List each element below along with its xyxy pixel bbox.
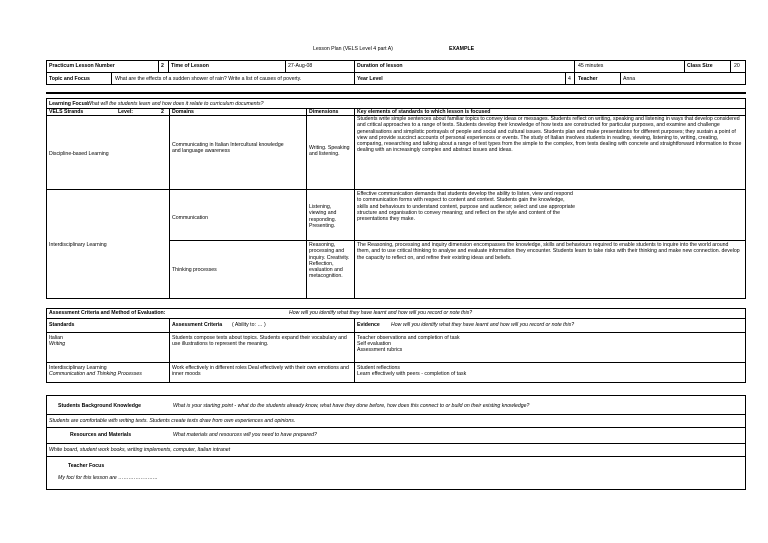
key-elements-communication: Effective communication demands that students develop the ability to listen, view and respond to communication forms with respect to content and context. Students gain the knowledge, skills and behaviours to understand content, purpose and audience; select and use appropriate structure and organisation to convey meaning; and reflect on the style and content of the presentations they make.: [357, 191, 576, 223]
domain-communication: Communication: [172, 215, 209, 221]
domains-header: Domains: [172, 109, 194, 115]
evidence-header-note: How will you identify what they have learnt and how will you record or note this?: [391, 322, 575, 328]
evidence-interdisciplinary-line-1: Student reflections: [357, 365, 400, 371]
teacher-focus-answer: My foci for this lesson are …………………..: [58, 475, 158, 481]
strands-header: VELS Strands: [49, 109, 84, 115]
dimension-listening: Listening, viewing and responding. Presenting.: [309, 204, 337, 229]
background-answer: Students are comfortable with writing texts. Students create texts draw from own experiences and opinions.: [49, 418, 296, 424]
dimension-writing: Writing. Speaking and listening.: [309, 145, 350, 158]
year-label: Year Level: [357, 76, 383, 82]
teacher-value: Anna: [623, 76, 636, 82]
standard-interdisciplinary: Interdisciplinary Learning: [49, 365, 107, 371]
resources-question: What materials and resources will you need to have prepared?: [173, 432, 317, 438]
criteria-header: Assessment Criteria: [172, 322, 223, 328]
background-question: What is your starting point - what do the students already know, what have they done before, how does this connect to or build on their existing knowledge?: [173, 403, 530, 409]
practicum-label: Practicum Lesson Number: [49, 63, 115, 69]
level-value: 2: [161, 109, 164, 115]
teacher-label: Teacher: [578, 76, 598, 82]
assessment-question: How will you identify what they have learnt and how will you record or note this?: [289, 310, 473, 316]
resources-label: Resources and Materials: [70, 432, 132, 438]
practicum-value: 2: [161, 63, 164, 69]
topic-value: What are the effects of a sudden shower of rain? Write a list of causes of poverty.: [115, 76, 302, 82]
standards-header: Standards: [49, 322, 75, 328]
class-size-label: Class Size: [687, 63, 713, 69]
strand-interdisciplinary: Interdisciplinary Learning: [49, 242, 107, 248]
criteria-header-note: ( Ability to: … ): [232, 322, 266, 328]
assessment-label: Assessment Criteria and Method of Evaluation:: [49, 310, 166, 316]
year-value: 4: [568, 76, 571, 82]
time-value: 27-Aug-08: [288, 63, 313, 69]
evidence-italian-line-3: Assessment rubrics: [357, 347, 403, 353]
evidence-italian-line-2: Self evaluation: [357, 341, 392, 347]
domain-thinking: Thinking processes: [172, 267, 217, 273]
evidence-interdisciplinary-line-2: Learn effectively with peers - completion of task: [357, 371, 467, 377]
background-label: Students Background Knowledge: [58, 403, 142, 409]
class-size-value: 20: [734, 63, 740, 69]
key-elements-discipline: Students write simple sentences about familiar topics to convey ideas or messages. Students reflect on writing, speaking and listening in ways that develop considered and critical approaches to a range of texts. Students develop their knowledge of how texts are constructed for particular purposes, and examine and challenge generalisations and simplistic portrayals of people and social and cultural issues. Students plan and make presentations for different purposes; they sustain a point of view and provide succinct accounts of personal experiences or events. The study of Italian involves students in reading, viewing, listening to, writing, creating, comparing, researching and talking about a range of text types from the simple to the complex, from texts dealing with concrete and straightforward information to those dealing with an increasingly complex and abstract issues and ideas.: [357, 116, 742, 154]
standard-italian: Italian: [49, 335, 63, 341]
strand-discipline: Discipline-based Learning: [49, 151, 109, 157]
teacher-focus-label: Teacher Focus: [68, 463, 105, 469]
time-label: Time of Lesson: [171, 63, 209, 69]
key-elements-thinking: The Reasoning, processing and inquiry dimension encompasses the knowledge, skills and behaviours required to enable students to inquire into the world around them, and to use critical thinking to analyse and evaluate information they encounter. Students learn to take risks with their thinking and make new connection. develop the capacity to reflect on, and refine their existing ideas and beliefs.: [357, 242, 740, 261]
resources-answer: White board, student work books, writing implements, computer, Italian intranet: [49, 447, 231, 453]
level-header: Level:: [118, 109, 133, 115]
learning-focus-question: What will the students learn and how does it relate to curriculum documents?: [87, 101, 264, 107]
domain-communicating-italian: Communicating in Italian Intercultural knowledge and language awareness: [172, 142, 284, 155]
example-label: EXAMPLE: [449, 46, 475, 52]
criteria-italian: Students compose texts about topics. Students expand their vocabulary and use illustrations to represent the meaning.: [172, 335, 347, 348]
document-title: Lesson Plan (VELS Level 4 part A): [313, 46, 393, 52]
evidence-italian-line-1: Teacher observations and completion of task: [357, 335, 460, 341]
key-elements-header: Key elements of standards to which lesson is focused: [357, 109, 491, 115]
dimensions-header: Dimensions: [309, 109, 339, 115]
topic-label: Topic and Focus: [49, 76, 90, 82]
duration-label: Duration of lesson: [357, 63, 403, 69]
standard-interdisciplinary-sub: Communication and Thinking Processes: [49, 371, 142, 377]
dimension-reasoning: Reasoning, processing and inquiry. Creativity. Reflection, evaluation and metacognition.: [309, 242, 350, 280]
duration-value: 45 minutes: [578, 63, 604, 69]
learning-focus-label: Learning Focus:: [49, 101, 90, 107]
standard-italian-sub: Writing: [49, 341, 66, 347]
criteria-interdisciplinary: Work effectively in different roles Deal effectively with their own emotions and inner moods: [172, 365, 349, 378]
evidence-header: Evidence: [357, 322, 380, 328]
